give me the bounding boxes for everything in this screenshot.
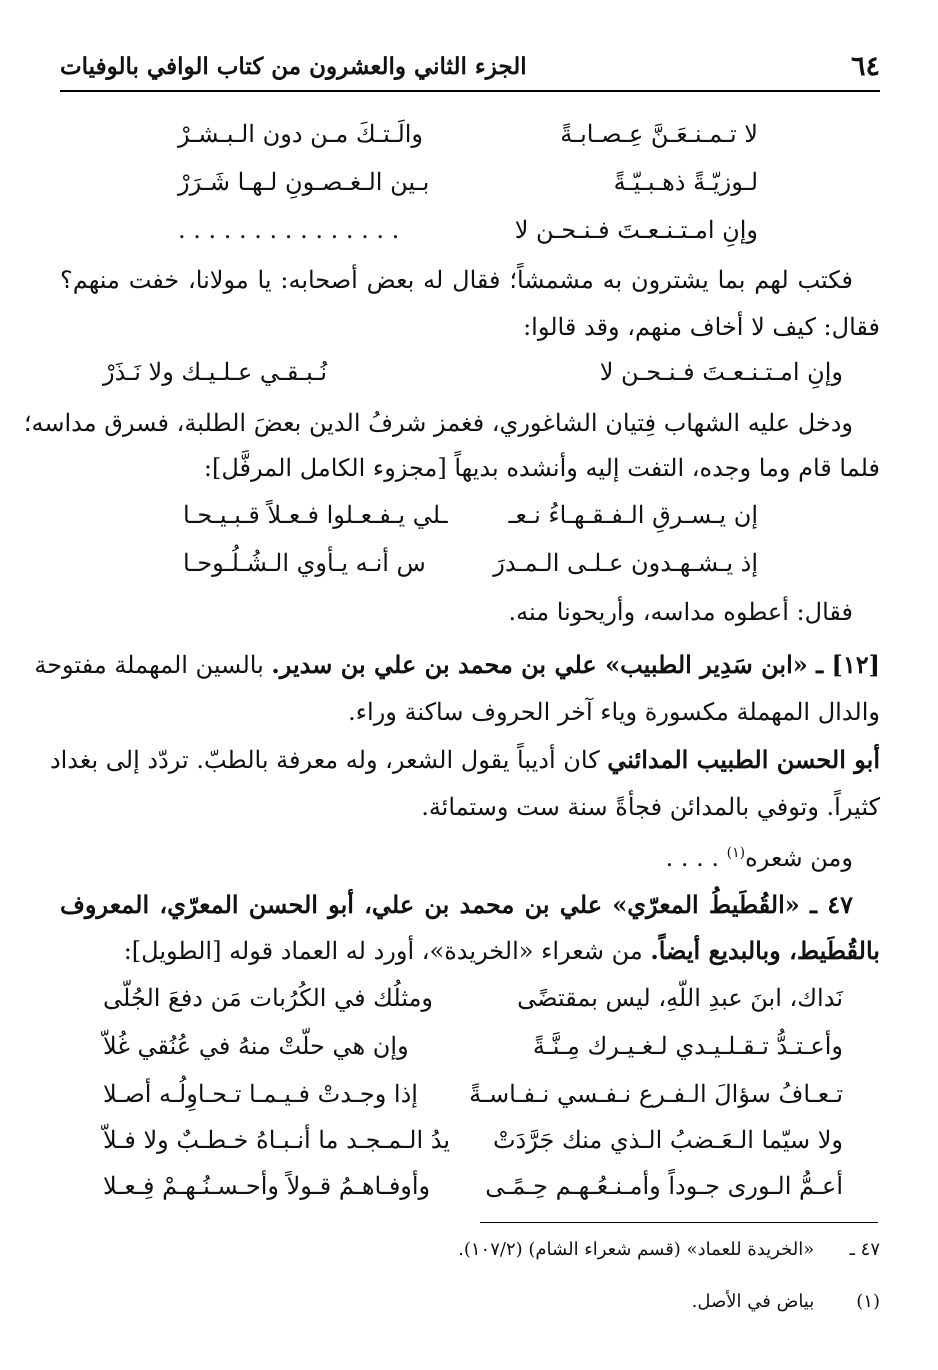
verse-hemistich-1: لا تـمـنـعَـنَّ عِـصـابـةً <box>560 120 758 148</box>
verse-hemistich-1: إذ يـشـهـدون عـلـى الـمـدرَ <box>493 549 758 577</box>
paragraph-line: فكتب لهم بما يشترون به مشمشاً؛ فقال له بعض أصحابه: يا مولانا، خفت منهم؟ <box>60 266 853 294</box>
verse-hemistich-2: ومثلُك في الكُرُبات مَن دفعَ الجُلّى <box>103 984 434 1012</box>
verse-line <box>103 982 843 1018</box>
footnote-text: بياض في الأصل. <box>691 1291 815 1312</box>
paragraph-line: فلما قام وما وجده، التفت إليه وأنشده بديهاً [مجزوء الكامل المرفَّل]: <box>203 454 880 482</box>
ellipsis: . . . . <box>665 844 727 872</box>
footnote-mark: (١) <box>856 1291 880 1312</box>
entry-title: [١٢] ـ «ابن سَدِير الطبيب» علي بن محمد بن علي بن سدير. <box>271 650 880 679</box>
person-name: أبو الحسن الطبيب المدائني <box>607 745 880 774</box>
verse-line <box>103 1078 843 1114</box>
paragraph-line: كثيراً. وتوفي بالمدائن فجأةً سنة ست وستمائة. <box>421 793 880 821</box>
verse-hemistich-1: وأعـتـدُّ تـقـلـيـدي لـغـيـرك مِـنَّـةً <box>532 1032 843 1060</box>
paragraph-line <box>49 745 880 775</box>
header-rule <box>60 90 880 92</box>
verse-line <box>183 499 758 535</box>
verse-line <box>103 1030 843 1066</box>
verse-line <box>178 118 758 154</box>
entry-title: بالقُطَيط، وبالبديع أيضاً. <box>650 936 880 965</box>
footnote-mark: ٤٧ ـ <box>849 1239 880 1260</box>
page-header <box>60 45 880 89</box>
verse-hemistich-1: وإنِ امـتـنـعـتَ فـنـحـن لا <box>599 358 843 386</box>
verse-line <box>178 166 758 202</box>
verse-hemistich-2: نُـبـقـي عـلـيـك ولا نَـذَرْ <box>103 358 328 386</box>
page-number: ٦٤ <box>850 51 880 82</box>
paragraph-text: ومن شعره <box>745 844 853 872</box>
verse-hemistich-1: تـعـافُ سؤالَ الـفـرع نـفـسي نـفـاسـةً <box>469 1080 843 1108</box>
verse-line <box>103 1170 843 1206</box>
verse-hemistich-2: والَـتـكَ مـن دون الـبـشـرْ <box>178 120 424 148</box>
verse-line <box>178 214 758 250</box>
paragraph-line: والدال المهملة مكسورة وياء آخر الحروف ساكنة وراء. <box>348 698 880 726</box>
entry-heading-47: ٤٧ ـ «القُطَيطُ المعرّي» علي بن محمد بن علي، أبو الحسن المعرّي، المعروف <box>60 890 853 919</box>
entry-heading-12 <box>34 650 880 680</box>
verse-hemistich-1: أعـمُّ الـورى جـوداً وأمـنـعُـهـم حِـمًـى <box>485 1172 843 1200</box>
paragraph-line: فقال: كيف لا أخاف منهم، وقد قالوا: <box>523 313 880 341</box>
running-title: الجزء الثاني والعشرون من كتاب الوافي بالوفيات <box>60 53 527 80</box>
verse-hemistich-2: بـين الـغـصـونِ لـهـا شَـرَرْ <box>178 168 430 196</box>
footnote <box>458 1238 880 1262</box>
paragraph-line: فقال: أعطوه مداسه، وأريحونا منه. <box>508 598 853 626</box>
entry-text: بالسين المهملة مفتوحة <box>34 651 272 679</box>
verse-hemistich-1: نَداك، ابنَ عبدِ اللّهِ، ليس بمقتضًى <box>517 984 843 1012</box>
verse-hemistich-2: وأوفـاهـمُ قـولاً وأحـسـنُـهـمْ فِـعـلا <box>103 1172 431 1200</box>
verse-hemistich-1: وإنِ امـتـنـعـتَ فـنـحـن لا <box>514 216 758 244</box>
paragraph-line <box>60 838 853 873</box>
verse-hemistich-1: إن يـسـرقِ الـفـقـهـاءُ نـعـ <box>508 501 758 529</box>
paragraph-text: كان أديباً يقول الشعر، وله معرفة بالطبّ. تردّد إلى بغداد <box>49 746 608 774</box>
verse-hemistich-2: . . . . . . . . . . . . . . . <box>178 216 400 244</box>
verse-hemistich-2: وإن هي حلّتْ منهُ في عُنُقي غُلاّ <box>103 1032 409 1060</box>
verse-line <box>183 547 758 583</box>
footnote-ref: (١) <box>726 845 746 861</box>
verse-hemistich-1: ولا سيّما الـعَـضبُ الـذي منك جَرَّدَتْ <box>492 1126 843 1154</box>
paragraph-text: من شعراء «الخريدة»، أورد له العماد قوله [الطويل]: <box>123 937 651 965</box>
footnote-text: «الخريدة للعماد» (قسم شعراء الشام) (١٠٧/٢). <box>458 1239 815 1260</box>
paragraph-line: ودخل عليه الشهاب فِتيان الشاغوري، فغمز شرفُ الدين بعضَ الطلبة، فسرق مداسه؛ <box>23 409 853 437</box>
verse-hemistich-1: لـوزيّـةً ذهـبـيّـةً <box>613 168 758 196</box>
verse-line <box>103 1124 843 1160</box>
verse-hemistich-2: يدُ الـمـجـد ما أنـبـاهُ خـطـبٌ ولا فـلاّ <box>103 1126 451 1154</box>
paragraph-line <box>60 936 880 966</box>
footnote <box>692 1290 880 1314</box>
footnote-rule <box>480 1222 878 1223</box>
verse-hemistich-2: س أنـه يـأوي الـشُـلُـوحـا <box>183 549 426 577</box>
verse-hemistich-2: ـلي يـفـعـلوا فـعـلاً قـبـيـحـا <box>183 501 448 529</box>
verse-line <box>103 356 843 392</box>
verse-hemistich-2: إذا وجـدتْ فـيـمـا تـحـاوِلُـه أصـلا <box>103 1080 418 1108</box>
